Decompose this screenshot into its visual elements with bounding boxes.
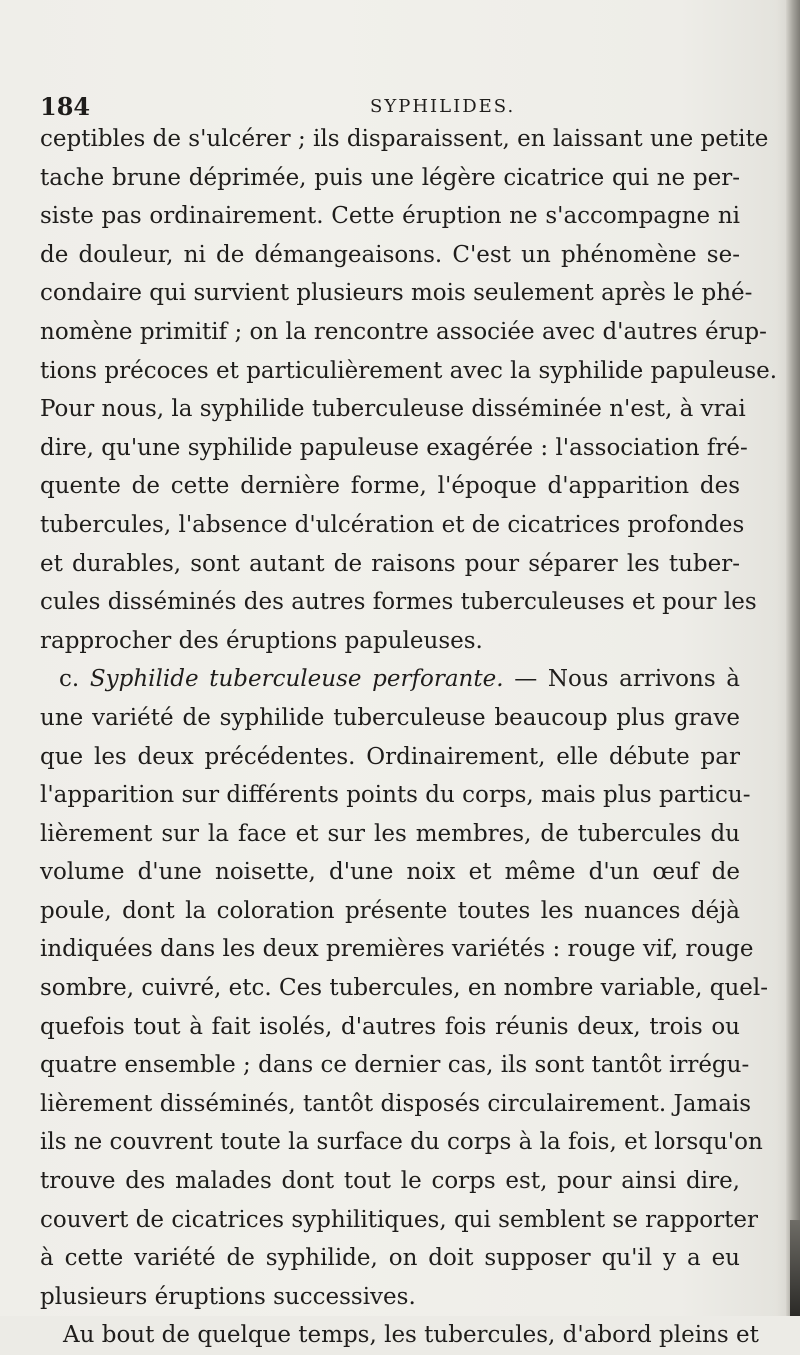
running-head: SYPHILIDES. bbox=[370, 96, 516, 117]
text-line: à cette variété de syphilide, on doit supposer qu'il y a eu bbox=[40, 1245, 740, 1272]
text-line: quente de cette dernière forme, l'époque d'apparition des bbox=[40, 473, 740, 500]
section-heading-line bbox=[40, 660, 740, 699]
text-line: indiquées dans les deux premières variétés : rouge vif, rouge bbox=[40, 936, 754, 963]
text-line: ceptibles de s'ulcérer ; ils disparaissent, en laissant une petite bbox=[40, 126, 769, 152]
text-line: que les deux précédentes. Ordinairement, elle débute par bbox=[40, 743, 740, 770]
text-line: de douleur, ni de démangeaisons. C'est un phénomène se- bbox=[40, 241, 740, 268]
text-line: dire, qu'une syphilide papuleuse exagérée : l'association fré- bbox=[40, 434, 748, 461]
text-line: et durables, sont autant de raisons pour séparer les tuber- bbox=[40, 550, 740, 577]
text-line: une variété de syphilide tuberculeuse beaucoup plus grave bbox=[40, 704, 740, 731]
text-line: lièrement sur la face et sur les membres, de tubercules du bbox=[40, 820, 740, 847]
text-line: condaire qui survient plusieurs mois seulement après le phé- bbox=[40, 280, 753, 307]
text-line: siste pas ordinairement. Cette éruption ne s'accompagne ni bbox=[40, 203, 740, 230]
page-corner-shadow bbox=[790, 1220, 800, 1316]
text-line: tache brune déprimée, puis une légère cicatrice qui ne per- bbox=[40, 164, 740, 191]
body-text bbox=[40, 120, 778, 1355]
text-line: plusieurs éruptions successives. bbox=[40, 1283, 416, 1310]
text-line: tions précoces et particulièrement avec la syphilide papuleuse. bbox=[40, 357, 778, 384]
page-edge-shadow bbox=[786, 0, 800, 1316]
text-line: lièrement disséminés, tantôt disposés circulairement. Jamais bbox=[40, 1090, 752, 1117]
text-line: quatre ensemble ; dans ce dernier cas, ils sont tantôt irrégu- bbox=[40, 1052, 750, 1079]
text-line: l'apparition sur différents points du corps, mais plus particu- bbox=[40, 782, 751, 809]
page-header bbox=[40, 92, 740, 122]
text-line: trouve des malades dont tout le corps est, pour ainsi dire, bbox=[40, 1168, 740, 1195]
text-line: ils ne couvrent toute la surface du corps à la fois, et lorsqu'on bbox=[40, 1129, 763, 1156]
section-title: Syphilide tuberculeuse perforante. bbox=[89, 666, 504, 693]
page-number: 184 bbox=[40, 92, 91, 121]
text-line: Pour nous, la syphilide tuberculeuse disséminée n'est, à vrai bbox=[40, 396, 746, 423]
text-line: volume d'une noisette, d'une noix et même d'un œuf de bbox=[40, 859, 740, 886]
text-line: nomène primitif ; on la rencontre associée avec d'autres érup- bbox=[40, 318, 767, 345]
section-letter: c. bbox=[59, 666, 80, 693]
text-line: quefois tout à fait isolés, d'autres fois réunis deux, trois ou bbox=[40, 1013, 740, 1040]
text-line: tubercules, l'absence d'ulcération et de cicatrices profondes bbox=[40, 511, 745, 538]
text-line: couvert de cicatrices syphilitiques, qui semblent se rapporter bbox=[40, 1206, 758, 1233]
text-line: poule, dont la coloration présente toutes les nuances déjà bbox=[40, 897, 740, 924]
text-line: rapprocher des éruptions papuleuses. bbox=[40, 627, 483, 654]
section-first-line-rest: — Nous arrivons à bbox=[503, 666, 741, 693]
text-line: cules disséminés des autres formes tuberculeuses et pour les bbox=[40, 589, 757, 616]
text-line: sombre, cuivré, etc. Ces tubercules, en nombre variable, quel- bbox=[40, 975, 769, 1002]
text-line: Au bout de quelque temps, les tubercules, d'abord pleins et bbox=[63, 1322, 759, 1349]
